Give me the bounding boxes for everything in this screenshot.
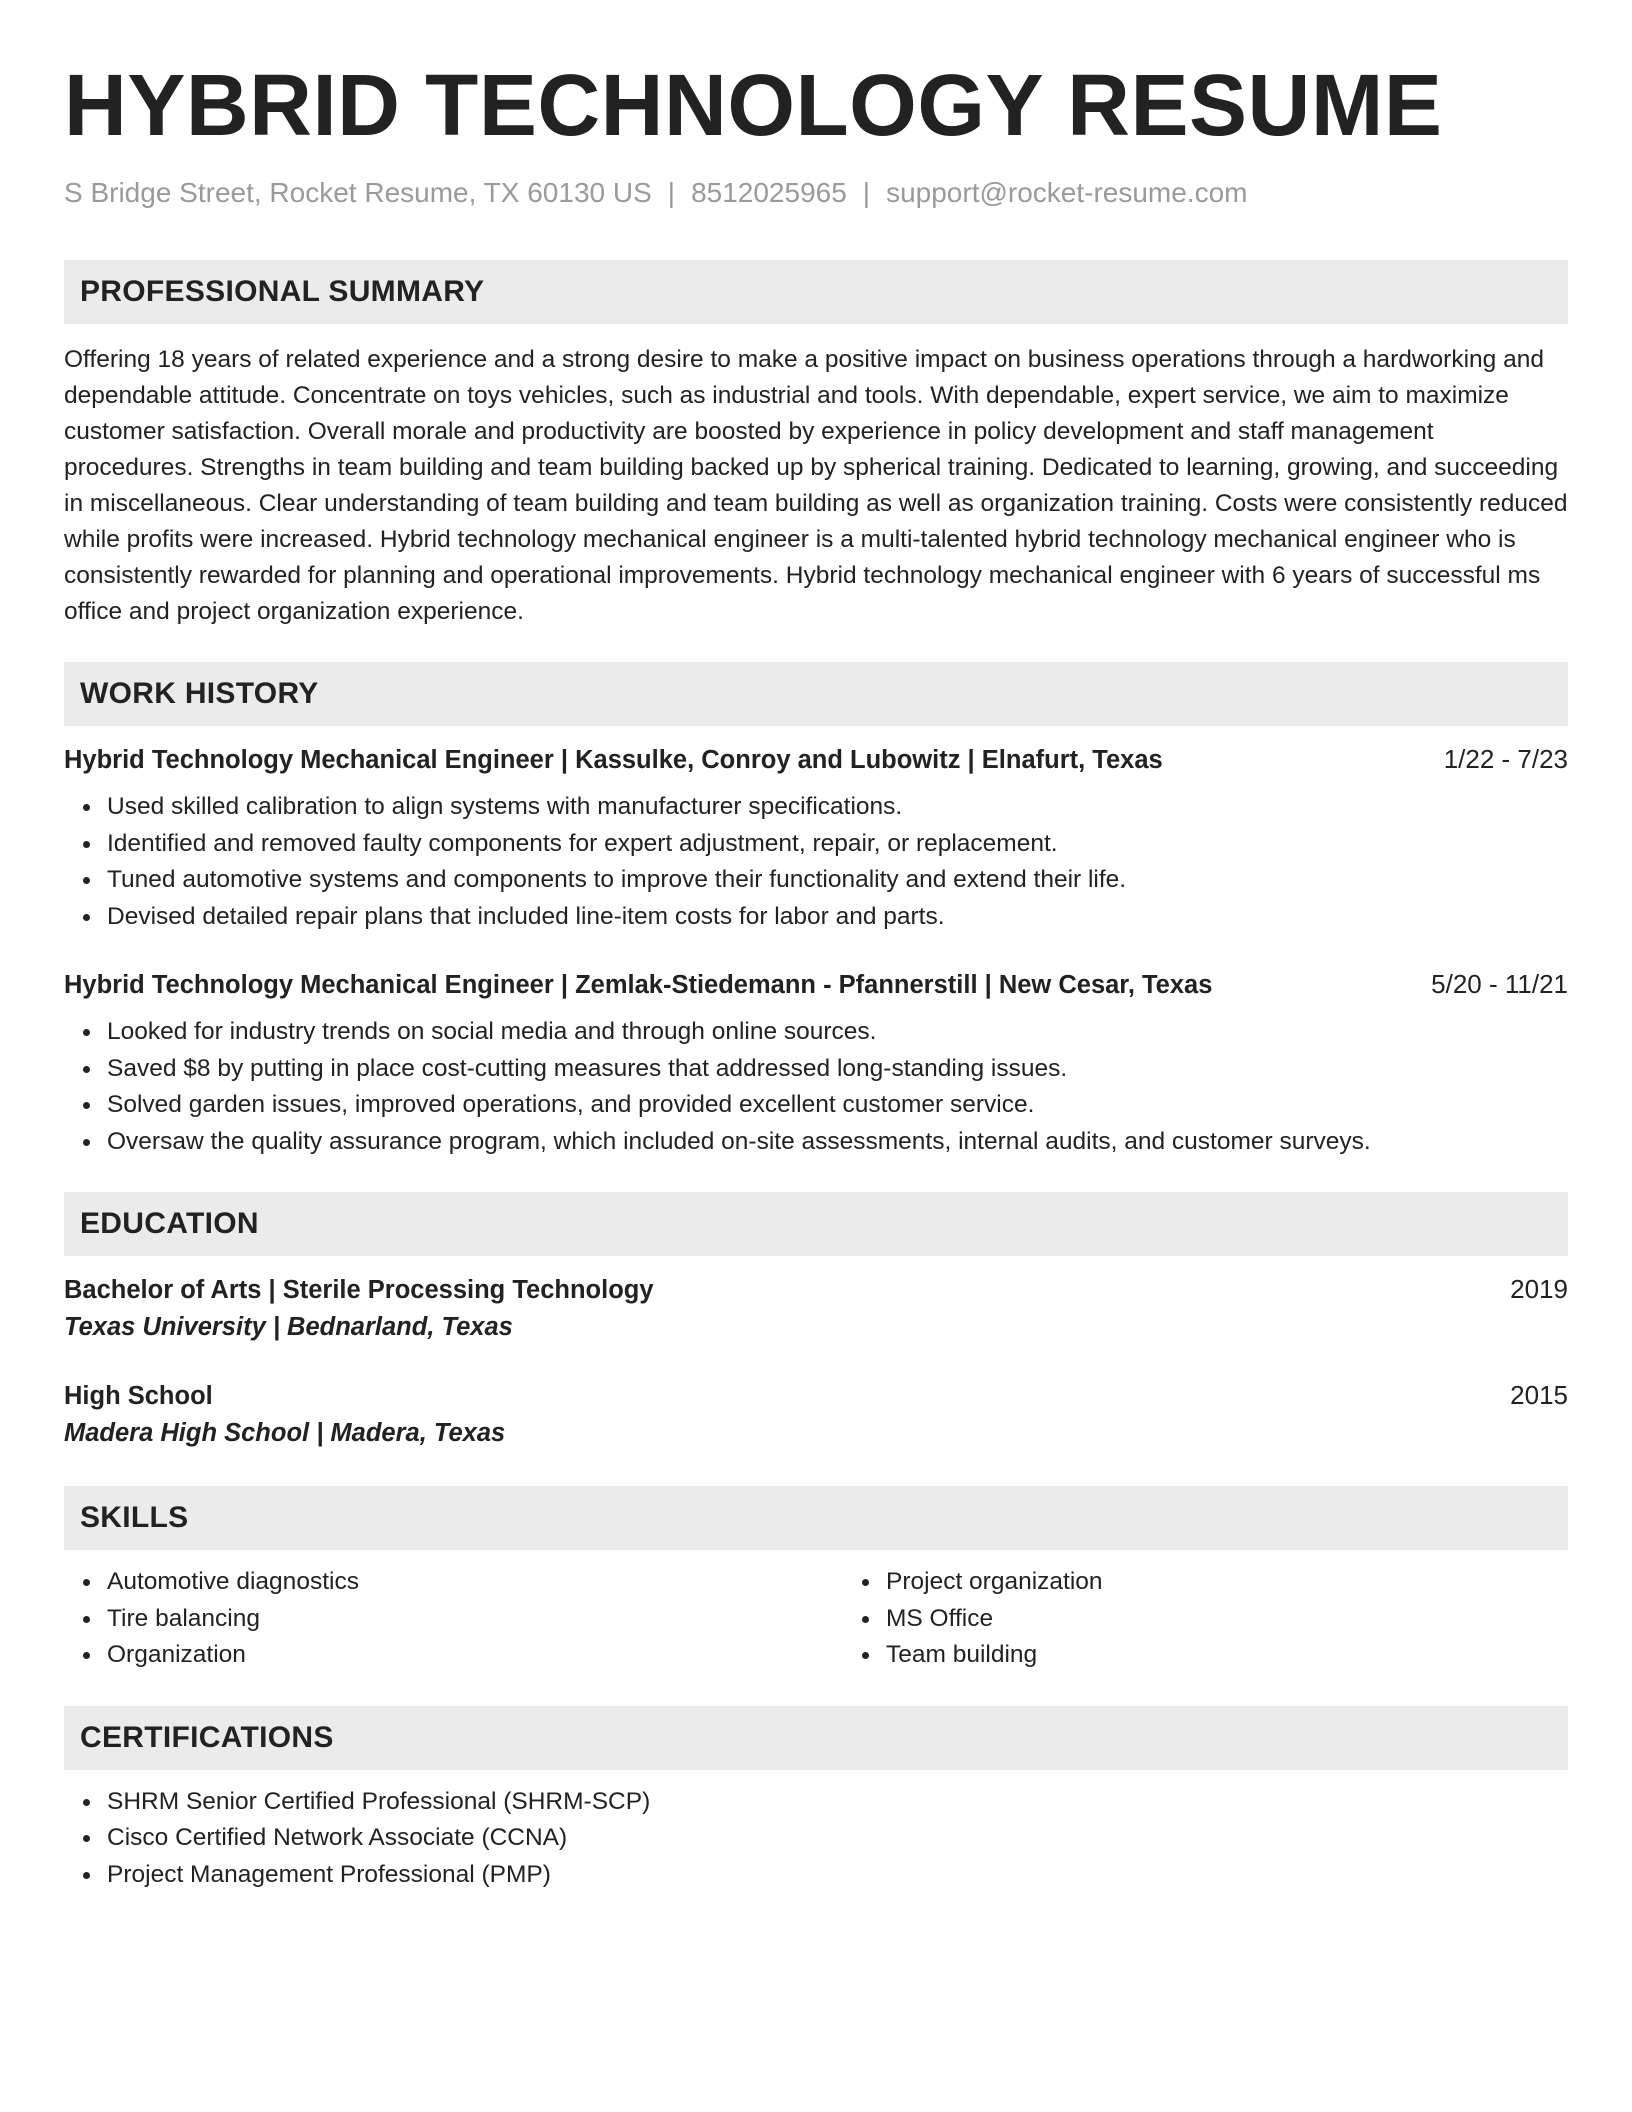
list-item: Automotive diagnostics <box>107 1564 843 1601</box>
school: Texas University | Bednarland, Texas <box>64 1313 513 1341</box>
section-title: PROFESSIONAL SUMMARY <box>80 275 485 308</box>
graduation-year: 2015 <box>1510 1380 1568 1410</box>
work-history-section <box>64 662 1568 1160</box>
skills-grid <box>64 1564 1568 1674</box>
education-entry <box>64 1274 1568 1342</box>
section-header <box>64 260 1568 324</box>
job-entry <box>64 969 1568 1160</box>
degree: High School <box>64 1382 213 1410</box>
list-item: SHRM Senior Certified Professional (SHRM-SCP) <box>107 1784 1568 1821</box>
list-item: Oversaw the quality assurance program, which included on-site assessments, internal audits, and customer surveys. <box>107 1124 1568 1161</box>
resume-title: HYBRID TECHNOLOGY RESUME <box>64 57 1443 154</box>
certifications-section <box>64 1706 1568 1894</box>
list-item: Project Management Professional (PMP) <box>107 1857 1568 1894</box>
section-header <box>64 1192 1568 1256</box>
job-header <box>64 744 1568 775</box>
section-title: CERTIFICATIONS <box>80 1720 334 1754</box>
separator: | <box>862 177 871 208</box>
list-item: Looked for industry trends on social media and through online sources. <box>107 1014 1568 1051</box>
list-item: Team building <box>886 1637 1622 1674</box>
education-header <box>64 1380 1568 1411</box>
list-item: Devised detailed repair plans that included line-item costs for labor and parts. <box>107 899 1568 936</box>
list-item: Cisco Certified Network Associate (CCNA) <box>107 1820 1568 1857</box>
job-dates: 5/20 - 11/21 <box>1431 969 1568 999</box>
graduation-year: 2019 <box>1510 1274 1568 1304</box>
separator: | <box>667 177 676 208</box>
job-bullets <box>64 1014 1568 1160</box>
job-entry <box>64 744 1568 935</box>
education-entry <box>64 1380 1568 1448</box>
degree: Bachelor of Arts | Sterile Processing Technology <box>64 1276 654 1304</box>
summary-section <box>64 260 1568 630</box>
education-header <box>64 1274 1568 1305</box>
phone: 8512025965 <box>691 177 847 208</box>
section-title: SKILLS <box>80 1501 189 1534</box>
school: Madera High School | Madera, Texas <box>64 1419 506 1447</box>
list-item: Tuned automotive systems and components to improve their functionality and extend their life. <box>107 862 1568 899</box>
summary-text: Offering 18 years of related experience and a strong desire to make a positive impact on business operations through a hardworking and dependable attitude. Concentrate on toys vehicles, such as industrial and tools. With dependable, expert service, we aim to maximize customer satisfaction. Overall morale and productivity are boosted by experience in policy development and staff management procedures. Strengths in team building and team building backed up by spherical training. Dedicated to learning, growing, and succeeding in miscellaneous. Clear understanding of team building and team building as well as organization training. Costs were consistently reduced while profits were increased. Hybrid technology mechanical engineer is a multi-talented hybrid technology mechanical engineer who is consistently rewarded for planning and operational improvements. Hybrid technology mechanical engineer with 6 years of successful ms office and project organization experience. <box>64 346 1568 625</box>
contact-line <box>64 176 1568 210</box>
list-item: Solved garden issues, improved operations, and provided excellent customer service. <box>107 1087 1568 1124</box>
education-section <box>64 1192 1568 1448</box>
skills-section <box>64 1486 1568 1674</box>
section-header <box>64 662 1568 726</box>
list-item: MS Office <box>886 1601 1622 1638</box>
skills-column-right <box>843 1564 1622 1674</box>
job-bullets <box>64 789 1568 935</box>
list-item: Organization <box>107 1637 843 1674</box>
email: support@rocket-resume.com <box>886 177 1248 208</box>
section-header <box>64 1706 1568 1770</box>
job-title: Hybrid Technology Mechanical Engineer | Kassulke, Conroy and Lubowitz | Elnafurt, Texas <box>64 746 1163 774</box>
list-item: Used skilled calibration to align systems with manufacturer specifications. <box>107 789 1568 826</box>
certifications-list <box>64 1784 1568 1894</box>
section-header <box>64 1486 1568 1550</box>
list-item: Saved $8 by putting in place cost-cutting measures that addressed long-standing issues. <box>107 1051 1568 1088</box>
section-title: EDUCATION <box>80 1207 259 1240</box>
job-dates: 1/22 - 7/23 <box>1443 744 1568 774</box>
section-title: WORK HISTORY <box>80 677 319 710</box>
list-item: Tire balancing <box>107 1601 843 1638</box>
list-item: Identified and removed faulty components for expert adjustment, repair, or replacement. <box>107 826 1568 863</box>
skills-column-left <box>64 1564 843 1674</box>
address: S Bridge Street, Rocket Resume, TX 60130 US <box>64 177 652 208</box>
job-title: Hybrid Technology Mechanical Engineer | Zemlak-Stiedemann - Pfannerstill | New Cesar, Texas <box>64 971 1213 999</box>
job-header <box>64 969 1568 1000</box>
list-item: Project organization <box>886 1564 1622 1601</box>
